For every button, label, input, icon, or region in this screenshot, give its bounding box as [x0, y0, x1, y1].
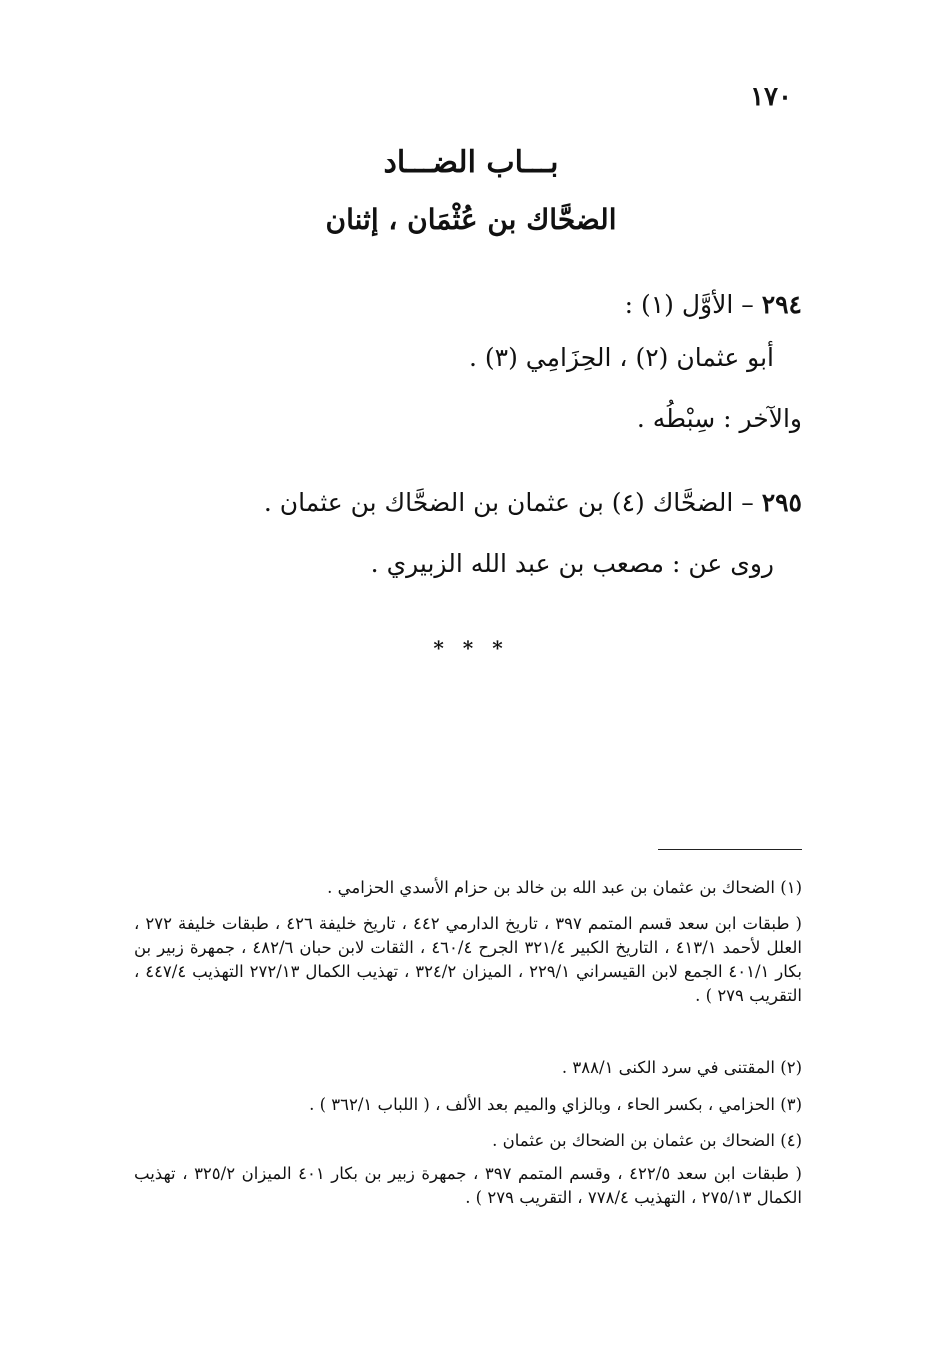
chapter-title: بـــاب الضـــاد	[383, 145, 559, 180]
footnote-3: (٣) الحزامي ، بكسر الحاء ، وبالزاي والميم بعد الألف ، ( اللباب ٣٦٢/١ ) .	[309, 1095, 802, 1114]
footnote-1-sources: ( طبقات ابن سعد قسم المتمم ٣٩٧ ، تاريخ الدارمي ٤٤٢ ، تاريخ خليفة ٤٢٦ ، طبقات خليفة ٢٧٢ ، العلل لأحمد ٤١٣/١ ، التاريخ الكبير ٣٢١/٤ الجرح ٤٦٠/٤ ، الثقات لابن حبان ٤٨٢/٦ ، جمهرة زبير بن بكار ٤٠١/١ الجمع لابن القيسراني ٢٢٩/١ ، الميزان ٣٢٤/٢ ، تهذيب الكمال ٢٧٢/١٣ التهذيب ٤٤٧/٤ ، التقريب ٢٧٩ ) .	[134, 914, 802, 1005]
entry-294-second-person-line: والآخر : سِبْطُه .	[636, 404, 802, 433]
footnote-1: (١) الضحاك بن عثمان بن عبد الله بن خالد بن حزام الأسدي الحزامي .	[327, 878, 802, 897]
entry-294-kunya-line: أبو عثمان (٢) ، الحِزَامِي (٣) .	[469, 343, 774, 372]
entry-295-narration-line: روى عن : مصعب بن عبد الله الزبيري .	[370, 549, 774, 578]
footnote-divider	[658, 849, 802, 850]
footnote-4: (٤) الضحاك بن عثمان بن الضحاك بن عثمان .	[492, 1131, 802, 1150]
footnote-2: (٢) المقتنى في سرد الكنى ٣٨٨/١ .	[561, 1058, 802, 1077]
entry-294-first-line	[625, 290, 802, 319]
entry-number: ٢٩٥	[761, 488, 802, 517]
footnote-4-sources: ( طبقات ابن سعد ٤٢٢/٥ ، وقسم المتمم ٣٩٧ ، جمهرة زبير بن بكار ٤٠١ الميزان ٣٢٥/٢ ، تهذيب الكمال ٢٧٥/١٣ ، التهذيب ٧٧٨/٤ ، التقريب ٢٧٩ ) .	[134, 1164, 802, 1207]
entry-heading: الضحَّاك بن عُثْمَان ، إثنان	[325, 203, 617, 236]
entry-text: – الأوَّل (١) :	[624, 290, 754, 319]
section-separator: * * *	[433, 636, 509, 660]
entry-text: – الضحَّاك (٤) بن عثمان بن الضحَّاك بن عثمان .	[263, 488, 754, 517]
entry-number: ٢٩٤	[761, 290, 802, 319]
page-number: ١٧٠	[750, 82, 792, 112]
entry-295-first-line	[264, 488, 802, 517]
